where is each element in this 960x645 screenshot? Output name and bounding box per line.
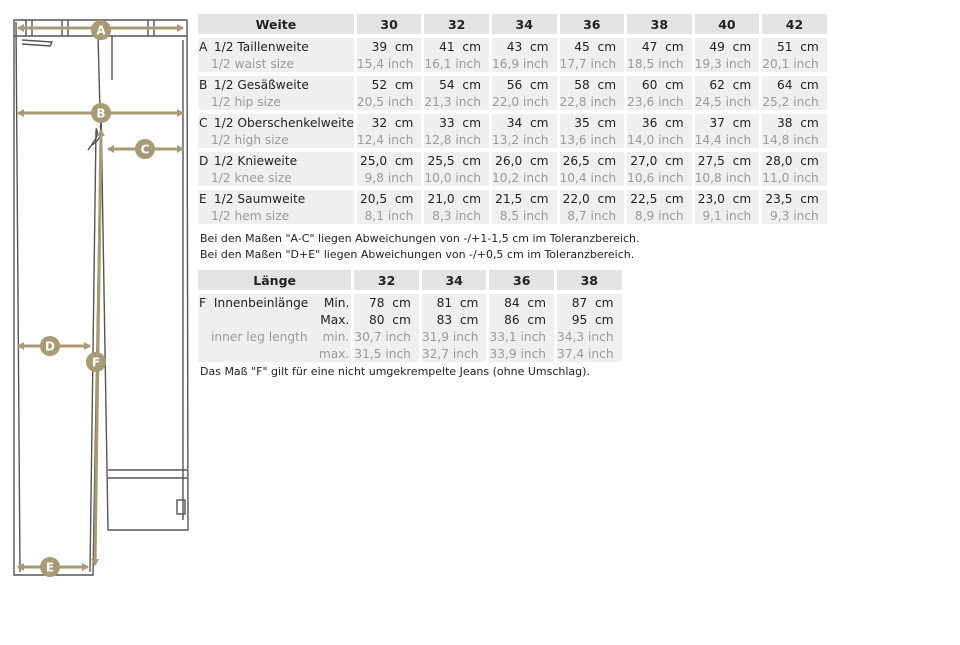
inch-value: 22,8 inch — [560, 93, 625, 110]
length-size-header: 38 — [557, 270, 622, 290]
cm-value: 23,5 cm — [762, 190, 827, 207]
measurement-row — [198, 152, 827, 169]
measurement-label — [198, 114, 354, 131]
cm-value: 62 cm — [695, 76, 760, 93]
marker-a-label: A — [96, 23, 106, 38]
inch-value: 16,9 inch — [492, 55, 557, 72]
cm-value: 60 cm — [627, 76, 692, 93]
length-row — [198, 311, 622, 328]
marker-e-label: E — [45, 560, 55, 575]
inch-value: 8,1 inch — [357, 207, 422, 224]
length-row — [198, 345, 622, 362]
inch-value: 9,3 inch — [762, 207, 827, 224]
cm-value: 54 cm — [424, 76, 489, 93]
length-table-header — [198, 270, 622, 290]
size-header: 32 — [424, 14, 489, 34]
cm-value: 64 cm — [762, 76, 827, 93]
cm-value: 39 cm — [357, 38, 422, 55]
measurement-label — [198, 152, 354, 169]
measurement-row — [198, 114, 827, 131]
measurement-sublabel: 1/2 waist size — [211, 56, 294, 71]
inch-value: 8,9 inch — [627, 207, 692, 224]
measurement-row — [198, 76, 827, 93]
length-value: 31,9 inch — [422, 328, 487, 345]
cm-value: 26,0 cm — [492, 152, 557, 169]
cm-value: 27,0 cm — [627, 152, 692, 169]
measurement-label — [198, 38, 354, 55]
measurement-sublabel: 1/2 high size — [211, 132, 289, 147]
inch-value: 8,5 inch — [492, 207, 557, 224]
length-value: 30,7 inch — [354, 328, 419, 345]
size-header: 42 — [762, 14, 827, 34]
min-max-label: max. — [308, 345, 351, 362]
length-value: 84 cm — [489, 294, 554, 311]
length-value: 32,7 inch — [422, 345, 487, 362]
length-row — [198, 328, 622, 345]
cm-value: 49 cm — [695, 38, 760, 55]
marker-f-label: F — [91, 355, 101, 370]
inch-value: 23,6 inch — [627, 93, 692, 110]
cm-value: 56 cm — [492, 76, 557, 93]
length-row — [198, 294, 622, 311]
cm-value: 51 cm — [762, 38, 827, 55]
inch-value: 21,3 inch — [424, 93, 489, 110]
inch-value: 9,8 inch — [357, 169, 422, 186]
min-max-label: Max. — [308, 311, 351, 328]
length-letter: F — [199, 295, 207, 310]
length-note: Das Maß "F" gilt für eine nicht umgekrempelte Jeans (ohne Umschlag). — [200, 365, 590, 378]
width-table-header — [198, 14, 827, 34]
inch-value: 12,8 inch — [424, 131, 489, 148]
cm-value: 25,5 cm — [424, 152, 489, 169]
inch-value: 10,2 inch — [492, 169, 557, 186]
cm-value: 52 cm — [357, 76, 422, 93]
measurement-name: 1/2 Gesäßweite — [213, 77, 309, 92]
jeans-measurement-diagram — [0, 0, 200, 590]
cm-value: 45 cm — [560, 38, 625, 55]
length-value: 33,9 inch — [489, 345, 554, 362]
cm-value: 26,5 cm — [560, 152, 625, 169]
marker-c-label: C — [140, 142, 150, 157]
cm-value: 34 cm — [492, 114, 557, 131]
cm-value: 20,5 cm — [357, 190, 422, 207]
measurement-letter: A — [199, 39, 208, 54]
measurement-name: 1/2 Saumweite — [213, 191, 306, 206]
measurement-letter: B — [199, 77, 208, 92]
measurement-letter: D — [199, 153, 209, 168]
cm-value: 25,0 cm — [357, 152, 422, 169]
inch-value: 13,6 inch — [560, 131, 625, 148]
measurement-label — [198, 76, 354, 93]
measurement-row — [198, 190, 827, 207]
size-header: 38 — [627, 14, 692, 34]
length-value: 87 cm — [557, 294, 622, 311]
tolerance-note-a-c: Bei den Maßen "A-C" liegen Abweichungen von -/+1-1,5 cm im Toleranzbereich. — [200, 232, 640, 245]
cm-value: 22,0 cm — [560, 190, 625, 207]
cm-value: 21,5 cm — [492, 190, 557, 207]
length-value: 33,1 inch — [489, 328, 554, 345]
inch-value: 24,5 inch — [695, 93, 760, 110]
cm-value: 43 cm — [492, 38, 557, 55]
cm-value: 36 cm — [627, 114, 692, 131]
inch-value: 11,0 inch — [762, 169, 827, 186]
size-header: 30 — [357, 14, 422, 34]
size-header: 40 — [695, 14, 760, 34]
measurement-sublabel: 1/2 hem size — [211, 208, 290, 223]
min-max-label: min. — [308, 328, 351, 345]
size-header: 36 — [560, 14, 625, 34]
inch-value: 20,5 inch — [357, 93, 422, 110]
inch-value: 14,0 inch — [627, 131, 692, 148]
cm-value: 32 cm — [357, 114, 422, 131]
cm-value: 27,5 cm — [695, 152, 760, 169]
inch-value: 10,0 inch — [424, 169, 489, 186]
inch-value: 17,7 inch — [560, 55, 625, 72]
measurement-letter: C — [199, 115, 208, 130]
cm-value: 21,0 cm — [424, 190, 489, 207]
measurement-label — [198, 190, 354, 207]
length-sublabel: inner leg length — [211, 329, 308, 344]
cm-value: 22,5 cm — [627, 190, 692, 207]
length-value: 81 cm — [422, 294, 487, 311]
length-size-table — [198, 270, 622, 362]
cm-value: 33 cm — [424, 114, 489, 131]
inch-value: 15,4 inch — [357, 55, 422, 72]
inch-value: 10,6 inch — [627, 169, 692, 186]
length-value: 34,3 inch — [557, 328, 622, 345]
cm-value: 23,0 cm — [695, 190, 760, 207]
length-name: Innenbeinlänge — [213, 295, 309, 310]
length-size-header: 34 — [422, 270, 487, 290]
measurement-letter: E — [199, 191, 207, 206]
inch-value: 8,3 inch — [424, 207, 489, 224]
inch-value: 14,4 inch — [695, 131, 760, 148]
measurement-row — [198, 38, 827, 55]
inch-value: 22,0 inch — [492, 93, 557, 110]
cm-value: 28,0 cm — [762, 152, 827, 169]
measurement-name: 1/2 Taillenweite — [213, 39, 309, 54]
cm-value: 58 cm — [560, 76, 625, 93]
length-value: 86 cm — [489, 311, 554, 328]
inch-value: 16,1 inch — [424, 55, 489, 72]
inch-value: 10,4 inch — [560, 169, 625, 186]
inch-value: 20,1 inch — [762, 55, 827, 72]
length-value: 37,4 inch — [557, 345, 622, 362]
measurement-name: 1/2 Oberschenkelweite — [213, 115, 354, 130]
cm-value: 35 cm — [560, 114, 625, 131]
cm-value: 41 cm — [424, 38, 489, 55]
length-size-header: 36 — [489, 270, 554, 290]
length-value: 78 cm — [354, 294, 419, 311]
inch-value: 12,4 inch — [357, 131, 422, 148]
inch-value: 19,3 inch — [695, 55, 760, 72]
arrow-f — [95, 130, 101, 565]
measurement-sublabel: 1/2 knee size — [211, 170, 292, 185]
inch-value: 25,2 inch — [762, 93, 827, 110]
length-value: 83 cm — [422, 311, 487, 328]
tolerance-note-d-e: Bei den Maßen "D+E" liegen Abweichungen von -/+0,5 cm im Toleranzbereich. — [200, 248, 635, 261]
length-value: 31,5 inch — [354, 345, 419, 362]
inch-value: 13,2 inch — [492, 131, 557, 148]
min-max-label: Min. — [308, 294, 351, 311]
inch-value: 10,8 inch — [695, 169, 760, 186]
length-value: 80 cm — [354, 311, 419, 328]
cm-value: 38 cm — [762, 114, 827, 131]
width-size-table — [198, 14, 827, 224]
measurement-row-inch — [198, 93, 827, 110]
inch-value: 9,1 inch — [695, 207, 760, 224]
length-value: 95 cm — [557, 311, 622, 328]
width-header-label: Weite — [198, 14, 354, 34]
measurement-name: 1/2 Knieweite — [213, 153, 298, 168]
measurement-row-inch — [198, 207, 827, 224]
measurement-row-inch — [198, 55, 827, 72]
marker-d-label: D — [45, 339, 55, 354]
cm-value: 37 cm — [695, 114, 760, 131]
inch-value: 14,8 inch — [762, 131, 827, 148]
measurement-row-inch — [198, 131, 827, 148]
marker-b-label: B — [96, 106, 106, 121]
size-header: 34 — [492, 14, 557, 34]
inch-value: 8,7 inch — [560, 207, 625, 224]
inch-value: 18,5 inch — [627, 55, 692, 72]
length-header-label: Länge — [198, 270, 351, 290]
length-size-header: 32 — [354, 270, 419, 290]
measurement-sublabel: 1/2 hip size — [211, 94, 281, 109]
measurement-row-inch — [198, 169, 827, 186]
cm-value: 47 cm — [627, 38, 692, 55]
